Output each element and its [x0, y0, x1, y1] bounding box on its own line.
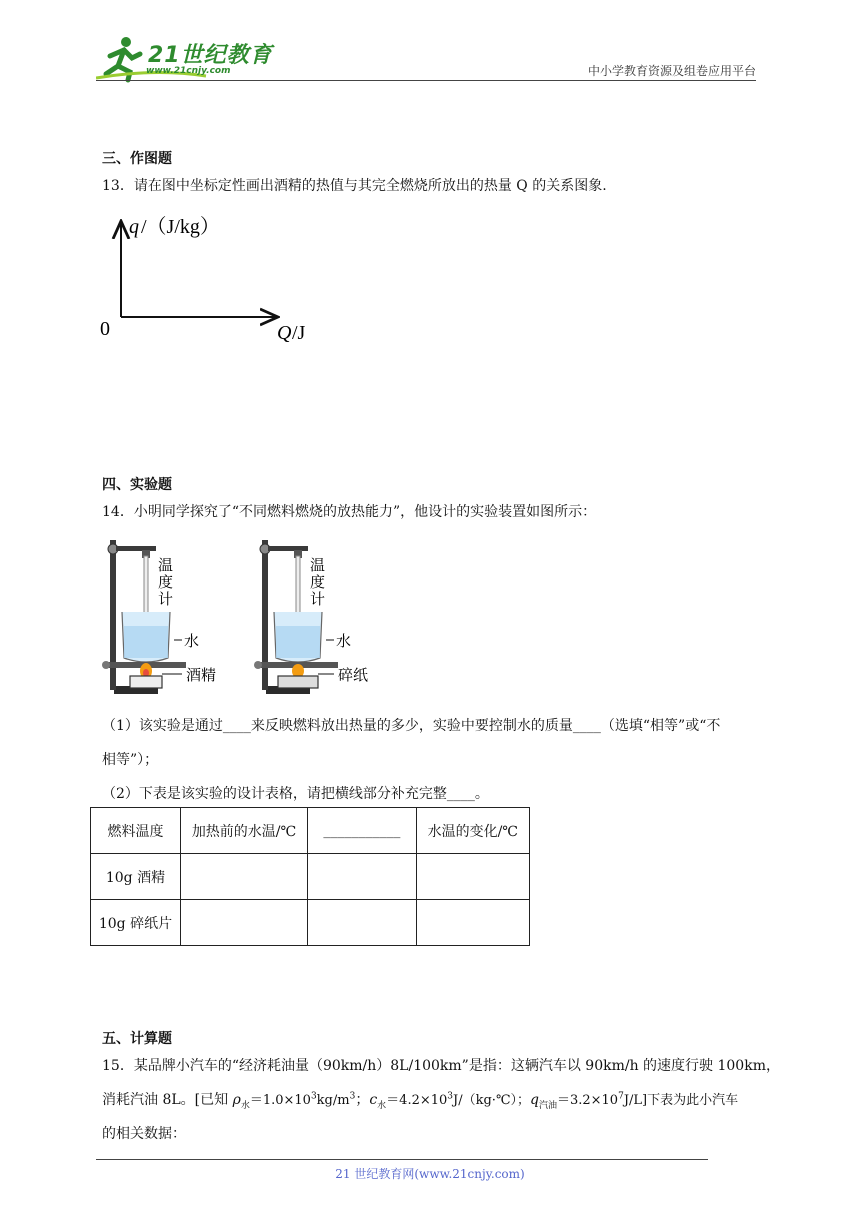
label-water-right: 水	[336, 632, 352, 650]
footer-text: 21 世纪教育网(www.21cnjy.com)	[335, 1167, 525, 1181]
c-value: ＝4.2×10	[386, 1093, 448, 1108]
subscript-water: 水	[240, 1100, 250, 1111]
label-thermometer-1: 温	[158, 556, 174, 574]
table-cell: 10g 碎纸片	[91, 900, 181, 946]
c-exponent: 3	[447, 1091, 454, 1102]
q-value: ＝3.2×10	[556, 1093, 619, 1108]
symbol-rho: ρ	[232, 1092, 241, 1108]
table-cell	[180, 900, 307, 946]
coordinate-graph	[96, 205, 336, 350]
table-header-cell: 水温的变化/℃	[416, 808, 529, 854]
section-4-title: 四、实验题	[102, 477, 172, 493]
question-13-text: 13．请在图中坐标定性画出酒精的热值与其完全燃烧所放出的热量 Q 的关系图象.	[102, 178, 607, 194]
table-cell	[416, 854, 529, 900]
table-cell	[416, 900, 529, 946]
symbol-q: q	[529, 1092, 539, 1108]
rho-unit-exponent: 3	[349, 1091, 356, 1102]
label-thermometer-2: 度	[158, 573, 174, 591]
experiment-apparatus	[96, 528, 396, 704]
label-thermometer-1: 温	[310, 556, 326, 574]
subscript-gasoline: 汽油	[538, 1100, 557, 1111]
apparatus-paper	[254, 540, 368, 694]
footer-divider	[96, 1159, 708, 1160]
table-cell: 10g 酒精	[91, 854, 181, 900]
label-thermometer-3: 计	[158, 590, 174, 608]
design-table	[90, 807, 530, 946]
label-paper: 碎纸	[338, 666, 369, 684]
table-cell	[180, 854, 307, 900]
x-axis-unit: /J	[292, 322, 306, 344]
question-15-line1: 15．某品牌小汽车的“经济耗油量（90km/h）8L/100km”是指：这辆汽车以 90km/h 的速度行驶 100km，	[102, 1058, 780, 1074]
table-header-cell: 燃料温度	[91, 808, 181, 854]
table-cell	[308, 900, 416, 946]
question-15-line3: 的相关数据：	[102, 1126, 186, 1142]
label-water-left: 水	[184, 632, 200, 650]
table-header-cell: 加热前的水温/℃	[180, 808, 307, 854]
question-14-part1-line1: （1）该实验是通过____来反映燃料放出热量的多少，实验中要控制水的质量____（选填“相等”或“不	[102, 718, 721, 734]
question-14-part2: （2）下表是该实验的设计表格，请把横线部分补充完整____。	[102, 786, 489, 802]
q15-line2-start: 消耗汽油 8L。[已知	[102, 1092, 233, 1108]
label-thermometer-3: 计	[310, 590, 326, 608]
q-unit: J/L]下表为此小汽车	[623, 1093, 739, 1108]
separator: ；	[355, 1092, 370, 1108]
table-row	[91, 900, 530, 946]
section-5-title: 五、计算题	[102, 1031, 172, 1047]
c-unit: J/（kg·℃）；	[453, 1093, 530, 1108]
subscript-water-c: 水	[377, 1100, 387, 1111]
q-exponent: 7	[618, 1091, 624, 1102]
section-3-title: 三、作图题	[102, 151, 172, 167]
apparatus-alcohol	[102, 540, 216, 694]
question-14-text: 14．小明同学探究了“不同燃料燃烧的放热能力”，他设计的实验装置如图所示：	[102, 504, 597, 520]
header-divider	[96, 80, 756, 81]
logo-url: www.21cnjy.com	[146, 66, 231, 76]
label-thermometer-2: 度	[310, 573, 326, 591]
table-header-row	[91, 808, 530, 854]
question-15-line2	[102, 1089, 738, 1111]
y-axis-unit: /（J/kg）	[141, 216, 220, 238]
origin-label: 0	[100, 318, 110, 340]
logo-text: 21世纪教育	[148, 43, 273, 68]
rho-value: ＝1.0×10	[249, 1093, 311, 1108]
table-row	[91, 854, 530, 900]
x-axis-symbol: Q	[277, 322, 292, 344]
rho-unit: kg/m	[316, 1093, 350, 1108]
header-platform-text: 中小学教育资源及组卷应用平台	[587, 64, 756, 78]
rho-exponent: 3	[310, 1091, 317, 1102]
table-header-blank-cell: ___________	[308, 808, 416, 854]
symbol-c: c	[369, 1092, 378, 1108]
table-cell	[308, 854, 416, 900]
question-14-part1-line2: 相等”）；	[102, 752, 159, 768]
label-alcohol: 酒精	[186, 666, 217, 684]
y-axis-symbol: q	[129, 216, 139, 238]
